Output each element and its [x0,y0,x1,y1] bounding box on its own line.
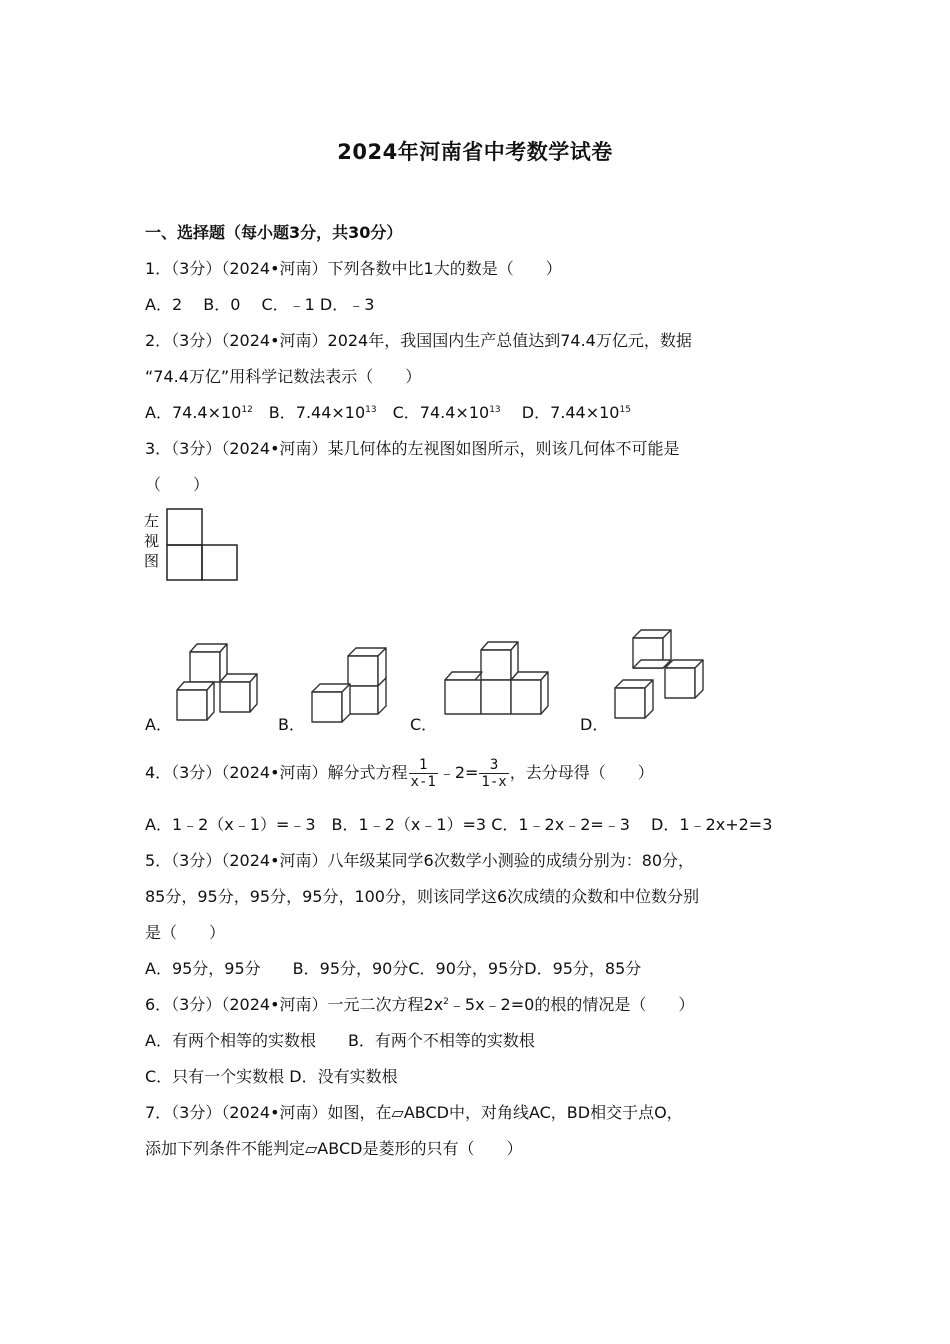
question-2-options [145,402,631,424]
left-view-figure [140,506,240,582]
fraction-2-denominator: 1-x [481,774,507,790]
option-b-exponent: 13 [365,405,377,415]
question-1-stem: 1．（3分）（2024•河南）下列各数中比1大的数是（ ） [145,259,562,278]
option-d-label: D． [580,715,609,734]
question-2-stem-cont: “74.4万亿”用科学记数法表示（ ） [145,367,422,386]
fraction-2-numerator: 3 [489,757,499,773]
view-label-1: 左 [144,512,160,530]
option-d-exponent: 15 [619,405,631,415]
fraction-1 [409,757,438,790]
option-c-label: C． [410,715,438,734]
question-6-options-ab: A．有两个相等的实数根 B．有两个不相等的实数根 [145,1031,535,1050]
question-4-options: A．1﹣2（x﹣1）=﹣3 B．1﹣2（x﹣1）=3 C．1﹣2x﹣2=﹣3 D．1﹣2x+2=3 [145,815,773,834]
question-2-stem: 2．（3分）（2024•河南）2024年，我国国内生产总值达到74.4万亿元，数据 [145,331,692,350]
question-5-options: A．95分，95分 B．95分，90分C．90分，95分D．95分，85分 [145,959,642,978]
cube-figure-d [605,626,715,726]
option-a-text: A．74.4×10 [145,403,242,422]
question-3-stem: 3．（3分）（2024•河南）某几何体的左视图如图所示，则该几何体不可能是 [145,439,680,458]
page-title: 2024年河南省中考数学试卷 [337,140,613,164]
question-6-stem-pre: 6．（3分）（2024•河南）一元二次方程2x [145,995,444,1014]
question-6-stem [145,994,694,1016]
option-d-text: D．7.44×10 [500,403,620,422]
question-6-stem-post: ﹣5x﹣2=0的根的情况是（ ） [448,995,695,1014]
question-5-stem-end: 是（ ） [145,923,226,942]
question-5-stem: 5．（3分）（2024•河南）八年级某同学6次数学小测验的成绩分别为：80分， [145,851,695,870]
question-4-stem-mid: ﹣2= [438,763,479,782]
question-1-options: A．2 B．0 C．﹣1 D．﹣3 [145,295,375,314]
question-7-stem: 7．（3分）（2024•河南）如图，在▱ABCD中，对角线AC，BD相交于点O， [145,1103,683,1122]
question-4-stem-pre: 4．（3分）（2024•河南）解分式方程 [145,763,408,782]
question-3-stem-cont: （ ） [145,475,210,494]
question-4-stem-post: ，去分母得（ ） [509,763,654,782]
question-5-stem-cont: 85分，95分，95分，95分，100分，则该同学这6次成绩的众数和中位数分别 [145,887,700,906]
option-a-exponent: 12 [241,405,253,415]
question-6-exponent: 2 [443,997,449,1007]
fraction-1-numerator: 1 [418,757,428,773]
option-b-label: B． [278,715,305,734]
cube-figure-b [298,636,398,730]
option-c-text: C．74.4×10 [376,403,490,422]
question-7-stem-cont: 添加下列条件不能判定▱ABCD是菱形的只有（ ） [145,1139,523,1158]
cube-figure-a [165,630,275,730]
view-label-2: 视 [144,532,160,550]
fraction-2 [479,757,508,790]
section-heading: 一、选择题（每小题3分，共30分） [145,223,403,242]
cube-figure-c [435,632,555,728]
option-a-label: A． [145,715,172,734]
option-b-text: B．7.44×10 [252,403,366,422]
fraction-1-denominator: x-1 [410,774,436,790]
question-6-options-cd: C．只有一个实数根 D．没有实数根 [145,1067,398,1086]
option-c-exponent: 13 [489,405,501,415]
view-label-3: 图 [144,552,160,570]
question-4-stem [145,756,654,790]
